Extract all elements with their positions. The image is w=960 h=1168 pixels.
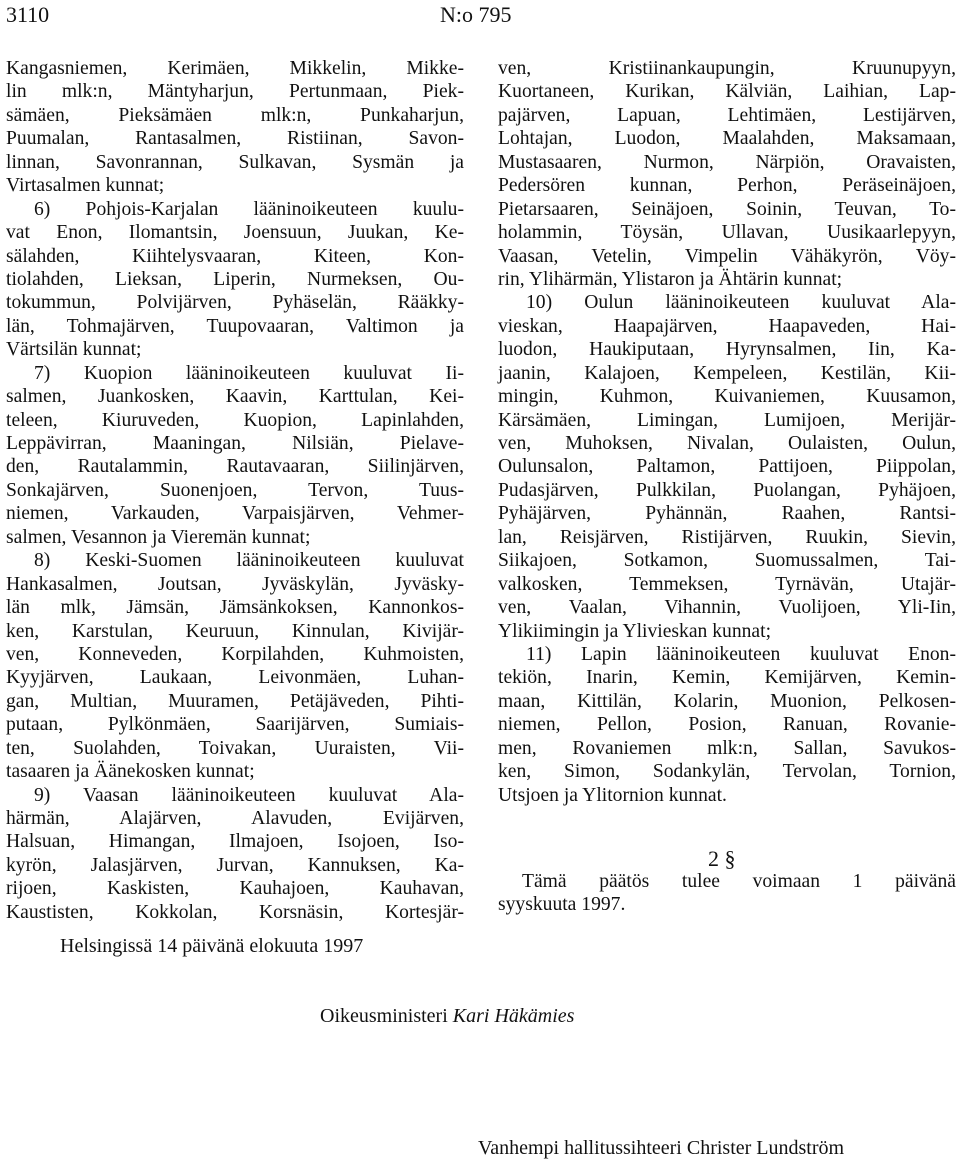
text-line: Vaasan, Vetelin, Vimpelin Vähäkyrön, Vöy- — [498, 245, 956, 267]
text-line: ven, Kristiinankaupungin, Kruunupyyn, — [498, 58, 956, 79]
text-line: Virtasalmen kunnat; — [6, 175, 165, 197]
page-header — [0, 0, 960, 28]
text-line: Kuortaneen, Kurikan, Kälviän, Laihian, Lap- — [498, 81, 956, 103]
text-line: Halsuan, Himangan, Ilmajoen, Isojoen, Iso- — [6, 831, 464, 853]
text-line: ken, Karstulan, Keuruun, Kinnulan, Kivijär- — [6, 620, 464, 642]
text-line: län, Tohmajärven, Tuupovaaran, Valtimon ja — [6, 315, 464, 337]
text-line: mingin, Kuhmon, Kuivaniemen, Kuusamon, — [498, 386, 956, 408]
text-line: tokummun, Polvijärven, Pyhäselän, Rääkky- — [6, 292, 464, 314]
text-line: vieskan, Haapajärven, Haapaveden, Hai- — [498, 315, 956, 337]
text-line: ten, Suolahden, Toivakan, Uuraisten, Vii- — [6, 737, 464, 759]
place-date: Helsingissä 14 päivänä elokuuta 1997 — [60, 935, 364, 957]
right-text-column — [498, 57, 956, 807]
text-line: putaan, Pylkönmäen, Saarijärven, Sumiais- — [6, 714, 464, 736]
text-line: rijoen, Kaskisten, Kauhajoen, Kauhavan, — [6, 878, 464, 900]
text-line: den, Rautalammin, Rautavaaran, Siilinjärven, — [6, 456, 464, 478]
minister-signature — [320, 1005, 574, 1028]
text-line: 6) Pohjois-Karjalan lääninoikeuteen kuulu- — [34, 198, 464, 220]
text-line: men, Rovaniemen mlk:n, Sallan, Savukos- — [498, 737, 956, 759]
text-line: län mlk, Jämsän, Jämsänkoksen, Kannonkos- — [6, 597, 464, 619]
text-line: Kärsämäen, Limingan, Lumijoen, Merijär- — [498, 409, 956, 431]
text-line: Sonkajärven, Suonenjoen, Tervon, Tuus- — [6, 479, 464, 501]
text-line: 10) Oulun lääninoikeuteen kuuluvat Ala- — [526, 292, 956, 314]
text-line: Puumalan, Rantasalmen, Ristiinan, Savon- — [6, 128, 464, 150]
closing-paragraph — [498, 870, 956, 917]
text-line: rin, Ylihärmän, Ylistaron ja Ähtärin kunnat; — [498, 268, 843, 290]
text-line: salmen, Juankosken, Kaavin, Karttulan, Kei- — [6, 386, 464, 408]
text-line: Värtsilän kunnat; — [6, 339, 142, 361]
text-line: tiolahden, Lieksan, Liperin, Nurmeksen, Ou- — [6, 268, 464, 290]
text-line: Kaustisten, Kokkolan, Korsnäsin, Kortesjär- — [6, 901, 464, 923]
text-line: Mustasaaren, Nurmon, Närpiön, Oravaisten, — [498, 151, 956, 173]
text-line: sämäen, Pieksämäen mlk:n, Punkaharjun, — [6, 104, 464, 126]
text-line: pajärven, Lapuan, Lehtimäen, Lestijärven, — [498, 104, 956, 126]
text-line: Pedersören kunnan, Perhon, Peräseinäjoen, — [498, 175, 956, 197]
text-line: Pudasjärven, Pulkkilan, Puolangan, Pyhäjoen, — [498, 479, 956, 501]
text-line: salmen, Vesannon ja Vieremän kunnat; — [6, 526, 311, 548]
text-line: gan, Multian, Muuramen, Petäjäveden, Pihti- — [6, 690, 464, 712]
closing-line: Tämä päätös tulee voimaan 1 päivänä — [522, 871, 956, 892]
text-line: 9) Vaasan lääninoikeuteen kuuluvat Ala- — [34, 784, 464, 806]
text-line: Kyyjärven, Laukaan, Leivonmäen, Luhan- — [6, 667, 464, 689]
section-heading: 2 § — [708, 846, 736, 871]
text-line: Siikajoen, Sotkamon, Suomussalmen, Tai- — [498, 550, 956, 572]
text-line: teleen, Kiuruveden, Kuopion, Lapinlahden, — [6, 409, 464, 431]
text-line: 11) Lapin lääninoikeuteen kuuluvat Enon- — [526, 643, 956, 665]
text-line: niemen, Varkauden, Varpaisjärven, Vehmer- — [6, 503, 464, 525]
text-line: niemen, Pellon, Posion, Ranuan, Rovanie- — [498, 714, 956, 736]
text-line: tekiön, Inarin, Kemin, Kemijärven, Kemin- — [498, 667, 956, 689]
text-line: holammin, Töysän, Ullavan, Uusikaarlepyyn, — [498, 222, 956, 244]
text-line: Oulunsalon, Paltamon, Pattijoen, Piippolan, — [498, 456, 956, 478]
text-line: Lohtajan, Luodon, Maalahden, Maksamaan, — [498, 128, 956, 150]
text-line: kyrön, Jalasjärven, Jurvan, Kannuksen, Ka- — [6, 854, 464, 876]
issue-number: N:o 795 — [440, 2, 512, 27]
text-line: ven, Vaalan, Vihannin, Vuolijoen, Yli-Iin, — [498, 597, 956, 619]
text-line: luodon, Haukiputaan, Hyrynsalmen, Iin, Ka- — [498, 339, 956, 361]
text-line: 8) Keski-Suomen lääninoikeuteen kuuluvat — [34, 550, 464, 572]
text-line: lin mlk:n, Mäntyharjun, Pertunmaan, Piek- — [6, 81, 464, 103]
closing-line: syyskuuta 1997. — [498, 894, 626, 916]
text-line: ven, Konneveden, Korpilahden, Kuhmoisten, — [6, 643, 464, 665]
text-line: Pietarsaaren, Seinäjoen, Soinin, Teuvan, To- — [498, 198, 956, 220]
text-line: ven, Muhoksen, Nivalan, Oulaisten, Oulun, — [498, 433, 956, 454]
text-line: Utsjoen ja Ylitornion kunnat. — [498, 784, 727, 806]
text-line: Pyhäjärven, Pyhännän, Raahen, Rantsi- — [498, 503, 956, 525]
text-line: Hankasalmen, Joutsan, Jyväskylän, Jyväsky- — [6, 573, 464, 595]
text-line: vat Enon, Ilomantsin, Joensuun, Juukan, Ke- — [6, 222, 464, 244]
countersignature: Vanhempi hallitussihteeri Christer Lundström — [478, 1137, 845, 1159]
text-line: härmän, Alajärven, Alavuden, Evijärven, — [6, 808, 464, 829]
minister-title: Oikeusministeri — [320, 1005, 448, 1027]
text-line: Leppävirran, Maaningan, Nilsiän, Pielave- — [6, 433, 464, 454]
text-line: Kangasniemen, Kerimäen, Mikkelin, Mikke- — [6, 58, 464, 79]
text-line: sälahden, Kiihtelysvaaran, Kiteen, Kon- — [6, 245, 464, 267]
text-line: valkosken, Temmeksen, Tyrnävän, Utajär- — [498, 573, 956, 595]
text-line: ken, Simon, Sodankylän, Tervolan, Tornion, — [498, 761, 956, 783]
text-line: tasaaren ja Äänekosken kunnat; — [6, 761, 255, 783]
text-line: maan, Kittilän, Kolarin, Muonion, Pelkosen- — [498, 690, 956, 712]
text-line: linnan, Savonrannan, Sulkavan, Sysmän ja — [6, 151, 464, 173]
page-number: 3110 — [6, 2, 50, 27]
minister-name: Kari Häkämies — [452, 1005, 575, 1027]
text-line: 7) Kuopion lääninoikeuteen kuuluvat Ii- — [34, 362, 464, 384]
left-text-column — [6, 57, 464, 924]
text-line: lan, Reisjärven, Ristijärven, Ruukin, Sievin, — [498, 526, 956, 548]
text-line: jaanin, Kalajoen, Kempeleen, Kestilän, Kii- — [498, 362, 956, 384]
text-line: Ylikiimingin ja Ylivieskan kunnat; — [498, 620, 772, 642]
